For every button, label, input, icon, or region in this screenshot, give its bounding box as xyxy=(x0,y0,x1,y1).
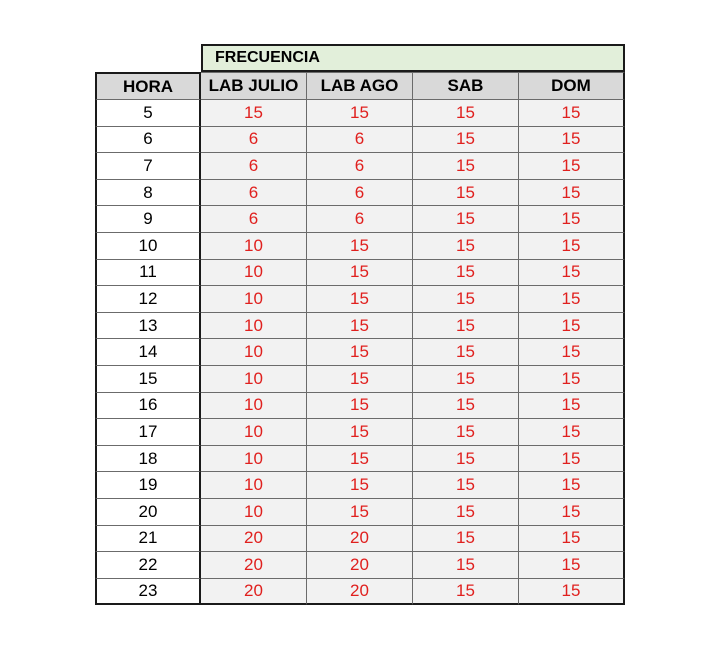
frequency-cell: 15 xyxy=(519,393,625,420)
frequency-cell: 15 xyxy=(413,100,519,127)
frequency-cell: 15 xyxy=(413,206,519,233)
frequency-cell: 15 xyxy=(519,339,625,366)
frequency-cell: 15 xyxy=(307,313,413,340)
frequency-cell: 15 xyxy=(519,100,625,127)
frequency-cell: 15 xyxy=(307,260,413,287)
frequency-cell: 15 xyxy=(413,552,519,579)
frequency-cell: 15 xyxy=(519,313,625,340)
frequency-cell: 20 xyxy=(201,526,307,553)
hour-cell: 9 xyxy=(95,206,201,233)
frequency-cell: 20 xyxy=(201,579,307,606)
frequency-cell: 10 xyxy=(201,419,307,446)
column-header: HORA xyxy=(95,72,201,100)
hour-cell: 5 xyxy=(95,100,201,127)
group-header-frecuencia: FRECUENCIA xyxy=(201,44,625,72)
hour-cell: 22 xyxy=(95,552,201,579)
frequency-cell: 15 xyxy=(413,366,519,393)
frequency-cell: 10 xyxy=(201,339,307,366)
column-header: LAB AGO xyxy=(307,72,413,100)
hour-cell: 23 xyxy=(95,579,201,606)
frequency-cell: 15 xyxy=(413,180,519,207)
frequency-cell: 15 xyxy=(413,472,519,499)
frequency-cell: 15 xyxy=(413,153,519,180)
frequency-cell: 15 xyxy=(307,446,413,473)
frequency-cell: 15 xyxy=(413,579,519,606)
frequency-cell: 15 xyxy=(519,366,625,393)
frequency-cell: 15 xyxy=(307,366,413,393)
frequency-cell: 6 xyxy=(201,206,307,233)
column-header: LAB JULIO xyxy=(201,72,307,100)
frequency-cell: 10 xyxy=(201,366,307,393)
hour-cell: 19 xyxy=(95,472,201,499)
frequency-cell: 6 xyxy=(307,127,413,154)
column-header: SAB xyxy=(413,72,519,100)
frequency-cell: 15 xyxy=(519,127,625,154)
frequency-cell: 10 xyxy=(201,446,307,473)
frequency-cell: 6 xyxy=(201,180,307,207)
frequency-cell: 10 xyxy=(201,393,307,420)
hour-cell: 6 xyxy=(95,127,201,154)
frequency-cell: 15 xyxy=(519,286,625,313)
frequency-cell: 15 xyxy=(413,446,519,473)
hour-cell: 7 xyxy=(95,153,201,180)
frequency-cell: 15 xyxy=(307,419,413,446)
frequency-cell: 15 xyxy=(307,286,413,313)
hour-cell: 14 xyxy=(95,339,201,366)
frequency-cell: 15 xyxy=(519,526,625,553)
frequency-cell: 10 xyxy=(201,260,307,287)
hour-cell: 18 xyxy=(95,446,201,473)
frequency-cell: 15 xyxy=(519,419,625,446)
column-header: DOM xyxy=(519,72,625,100)
frequency-cell: 20 xyxy=(307,579,413,606)
frequency-cell: 15 xyxy=(413,499,519,526)
hour-cell: 13 xyxy=(95,313,201,340)
frequency-cell: 15 xyxy=(201,100,307,127)
frequency-cell: 15 xyxy=(413,419,519,446)
frequency-table xyxy=(95,44,625,605)
frequency-cell: 15 xyxy=(413,313,519,340)
frequency-cell: 15 xyxy=(307,472,413,499)
frequency-cell: 6 xyxy=(307,153,413,180)
frequency-cell: 6 xyxy=(201,153,307,180)
frequency-cell: 15 xyxy=(519,446,625,473)
frequency-cell: 15 xyxy=(307,233,413,260)
hour-cell: 10 xyxy=(95,233,201,260)
frequency-cell: 15 xyxy=(519,552,625,579)
frequency-cell: 10 xyxy=(201,472,307,499)
frequency-cell: 15 xyxy=(519,499,625,526)
frequency-cell: 15 xyxy=(413,339,519,366)
frequency-cell: 10 xyxy=(201,286,307,313)
frequency-cell: 15 xyxy=(519,153,625,180)
frequency-cell: 15 xyxy=(307,393,413,420)
hour-cell: 21 xyxy=(95,526,201,553)
frequency-cell: 15 xyxy=(413,127,519,154)
frequency-cell: 15 xyxy=(519,579,625,606)
frequency-cell: 10 xyxy=(201,233,307,260)
hour-cell: 11 xyxy=(95,260,201,287)
frequency-cell: 10 xyxy=(201,313,307,340)
frequency-cell: 15 xyxy=(413,526,519,553)
frequency-cell: 6 xyxy=(307,206,413,233)
table-corner-blank xyxy=(95,44,201,72)
frequency-cell: 6 xyxy=(307,180,413,207)
frequency-cell: 15 xyxy=(519,180,625,207)
frequency-cell: 15 xyxy=(307,100,413,127)
frequency-cell: 20 xyxy=(307,526,413,553)
frequency-cell: 15 xyxy=(413,260,519,287)
frequency-cell: 15 xyxy=(519,233,625,260)
frequency-cell: 6 xyxy=(201,127,307,154)
frequency-cell: 10 xyxy=(201,499,307,526)
hour-cell: 16 xyxy=(95,393,201,420)
frequency-cell: 15 xyxy=(413,233,519,260)
frequency-cell: 15 xyxy=(413,393,519,420)
hour-cell: 20 xyxy=(95,499,201,526)
frequency-cell: 15 xyxy=(519,260,625,287)
hour-cell: 8 xyxy=(95,180,201,207)
frequency-cell: 15 xyxy=(413,286,519,313)
hour-cell: 15 xyxy=(95,366,201,393)
frequency-cell: 15 xyxy=(519,206,625,233)
frequency-cell: 15 xyxy=(307,339,413,366)
frequency-cell: 20 xyxy=(201,552,307,579)
hour-cell: 12 xyxy=(95,286,201,313)
frequency-cell: 15 xyxy=(307,499,413,526)
hour-cell: 17 xyxy=(95,419,201,446)
frequency-cell: 20 xyxy=(307,552,413,579)
frequency-cell: 15 xyxy=(519,472,625,499)
